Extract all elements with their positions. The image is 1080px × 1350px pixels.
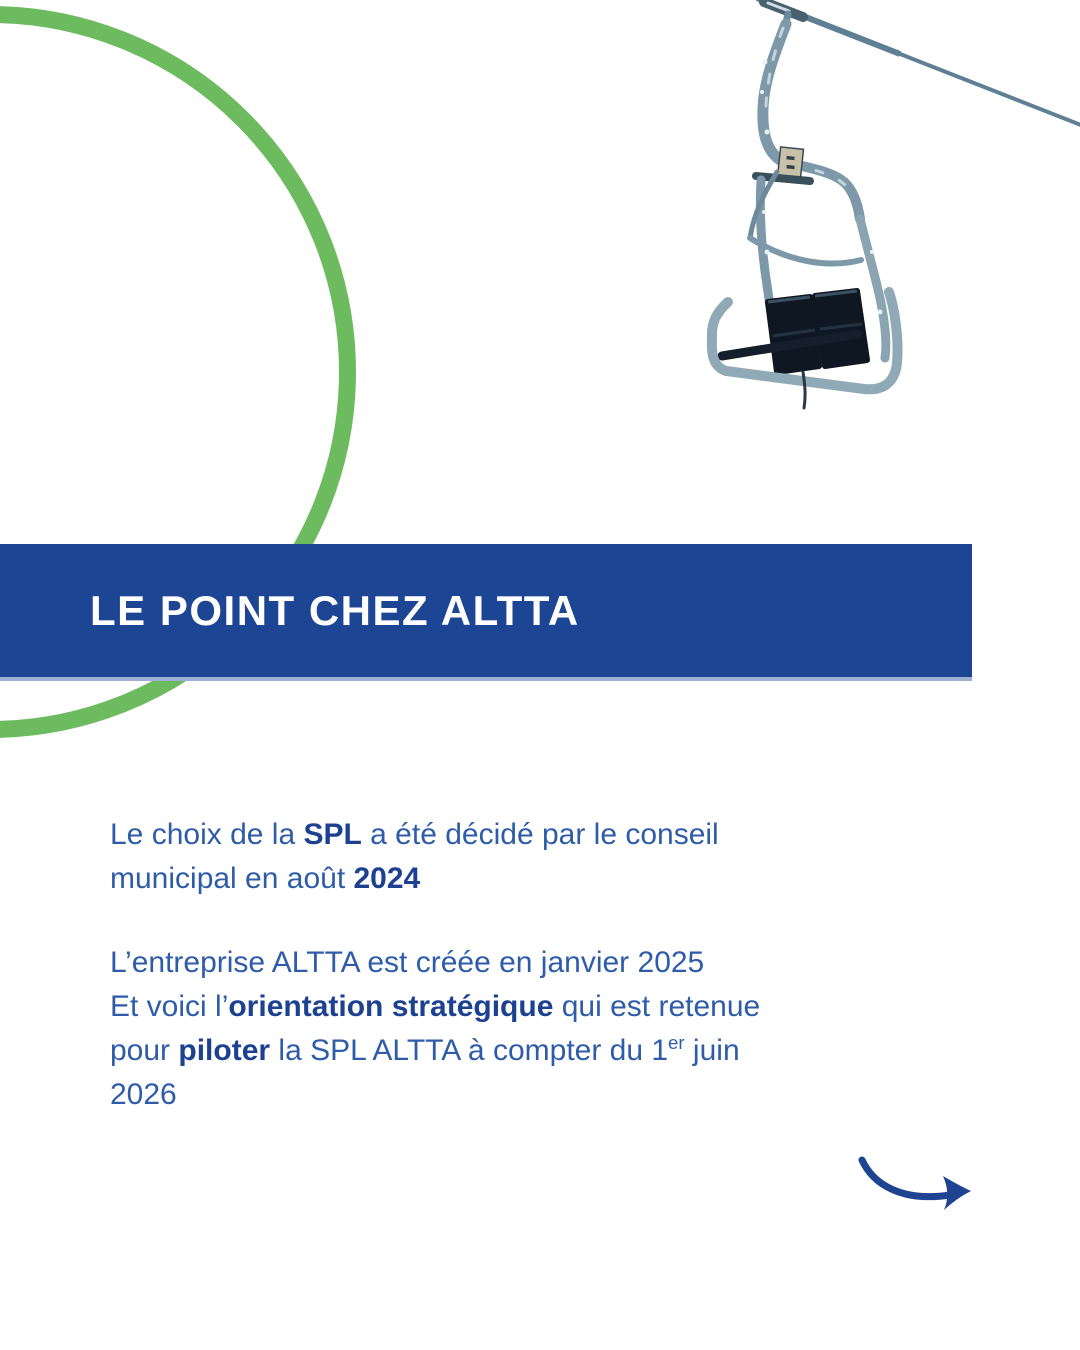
paragraph-1: Le choix de la SPL a été décidé par le conseil municipal en août 2024 [110,818,719,895]
chairlift-photo [640,0,1080,420]
banner-title: LE POINT CHEZ ALTTA [90,586,580,634]
body-text-block [110,813,990,1117]
curved-arrow-icon [840,1130,1000,1220]
title-banner [0,544,972,677]
chair-safety-wire [803,372,805,408]
chair-hanger-arm [763,24,860,219]
paragraph-2: L’entreprise ALTTA est créée en janvier 2025 Et voici l’orientation stratégique qui est retenue pour piloter la SPL ALTTA à compter du 1er juin 2026 [110,946,761,1111]
